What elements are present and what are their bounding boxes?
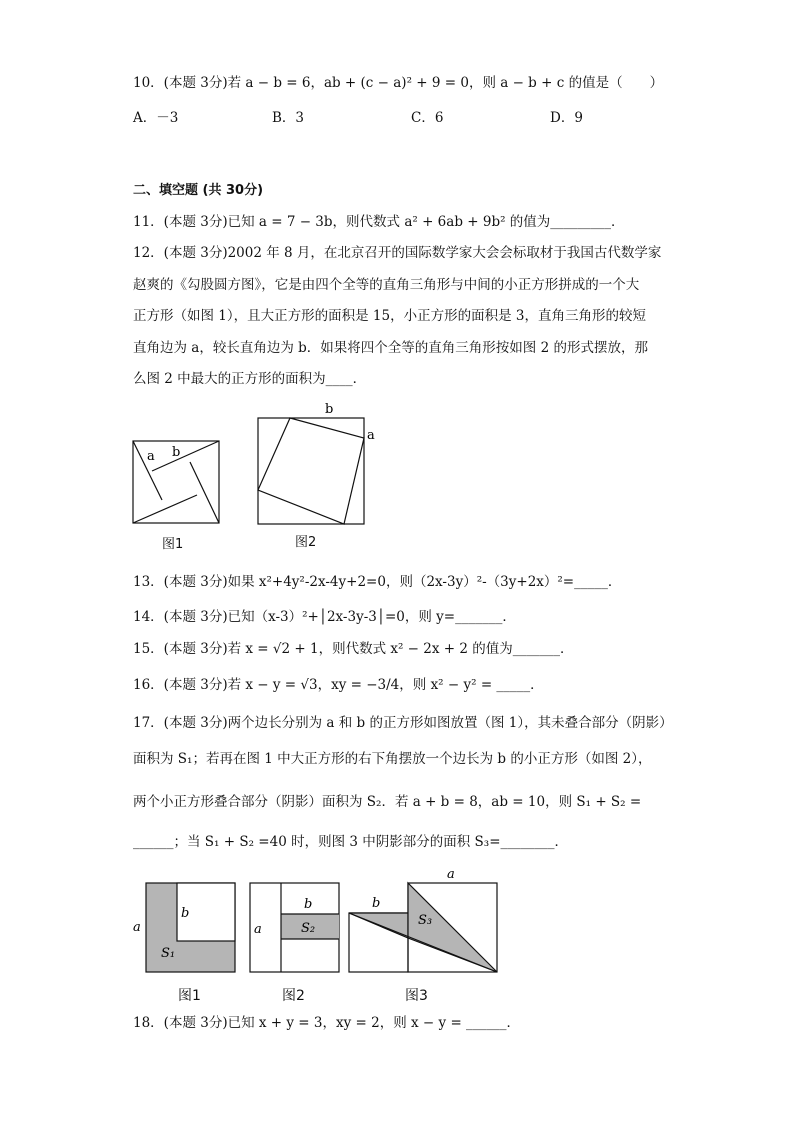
q17-fig3-label-s3: S₃ xyxy=(418,913,433,928)
q17-fig1-label-s1: S₁ xyxy=(161,946,176,961)
q17-fig2-label-s2: S₂ xyxy=(301,921,316,936)
section-heading-fill-in: 二、填空题 (共 30分) xyxy=(133,183,264,198)
question-11: 11．(本题 3分)已知 a = 7 − 3b，则代数式 a² + 6ab + 9b² 的值为_________． xyxy=(133,214,625,230)
q12-fig1-label-a: a xyxy=(147,449,155,464)
question-10: 10．(本题 3分)若 a − b = 6，ab + (c − a)² + 9 = 0，则 a − b + c 的值是（ ） xyxy=(133,75,664,91)
q17-fig1-label-b: b xyxy=(181,906,190,921)
question-15: 15．(本题 3分)若 x = √2 + 1，则代数式 x² − 2x + 2 的值为_______． xyxy=(133,641,574,657)
q12-figure-2-caption: 图2 xyxy=(295,535,317,550)
option-c: C．6 xyxy=(411,110,444,126)
question-12-line-3: 正方形（如图 1），且大正方形的面积是 15，小正方形的面积是 3，直角三角形的较短 xyxy=(133,308,646,324)
question-17-line-2: 面积为 S₁；若再在图 1 中大正方形的右下角摆放一个边长为 b 的小正方形（如图 2）， xyxy=(133,751,652,767)
question-18: 18．(本题 3分)已知 x + y = 3，xy = 2，则 x − y = ______． xyxy=(133,1015,521,1031)
question-14: 14．(本题 3分)已知（x-3）²+│2x-3y-3│=0，则 y=_______． xyxy=(133,609,516,625)
question-16: 16．(本题 3分)若 x − y = √3，xy = −3/4，则 x² − y² = _____． xyxy=(133,677,544,693)
q17-fig3-label-b: b xyxy=(372,896,381,911)
q12-fig2-label-b: b xyxy=(325,402,334,417)
question-12-line-2: 赵爽的《勾股圆方图》，它是由四个全等的直角三角形与中间的小正方形拼成的一个大 xyxy=(133,277,640,293)
question-12-line-4: 直角边为 a，较长直角边为 b．如果将四个全等的直角三角形按如图 2 的形式摆放，那 xyxy=(133,340,648,356)
q12-figure-2 xyxy=(254,398,384,528)
q17-figure-1-caption: 图1 xyxy=(178,988,201,1004)
q17-figure-3-caption: 图3 xyxy=(405,988,428,1004)
q17-figure-2-caption: 图2 xyxy=(282,988,305,1004)
option-b: B．3 xyxy=(272,110,305,126)
q12-figure-1 xyxy=(130,438,222,526)
question-12-line-1: 12．(本题 3分)2002 年 8 月，在北京召开的国际数学家大会会标取材于我国古代数学家 xyxy=(133,245,662,261)
question-10-options xyxy=(133,109,689,127)
q17-fig2-label-b: b xyxy=(304,897,313,912)
question-17-line-4: ______；当 S₁ + S₂ =40 时，则图 3 中阴影部分的面积 S₃=________． xyxy=(133,834,569,850)
q17-figures xyxy=(128,862,508,977)
q12-figure-1-caption: 图1 xyxy=(162,537,184,552)
q12-fig1-label-b: b xyxy=(172,445,181,460)
question-17-line-3: 两个小正方形叠合部分（阴影）面积为 S₂．若 a + b = 8，ab = 10，则 S₁ + S₂ = xyxy=(133,794,642,810)
option-a: A．－3 xyxy=(133,110,179,126)
option-d: D．9 xyxy=(550,110,583,126)
q17-fig2-label-a: a xyxy=(254,922,262,937)
question-12-line-5: 么图 2 中最大的正方形的面积为____． xyxy=(133,371,367,387)
q17-fig3-label-a: a xyxy=(447,867,455,882)
question-17-line-1: 17．(本题 3分)两个边长分别为 a 和 b 的正方形如图放置（图 1），其未叠合部分（阴影） xyxy=(133,715,673,731)
q17-fig1-label-a: a xyxy=(133,920,141,935)
question-13: 13．(本题 3分)如果 x²+4y²-2x-4y+2=0，则（2x-3y）²-（3y+2x）²=_____． xyxy=(133,574,622,590)
q12-fig2-label-a: a xyxy=(367,428,375,443)
